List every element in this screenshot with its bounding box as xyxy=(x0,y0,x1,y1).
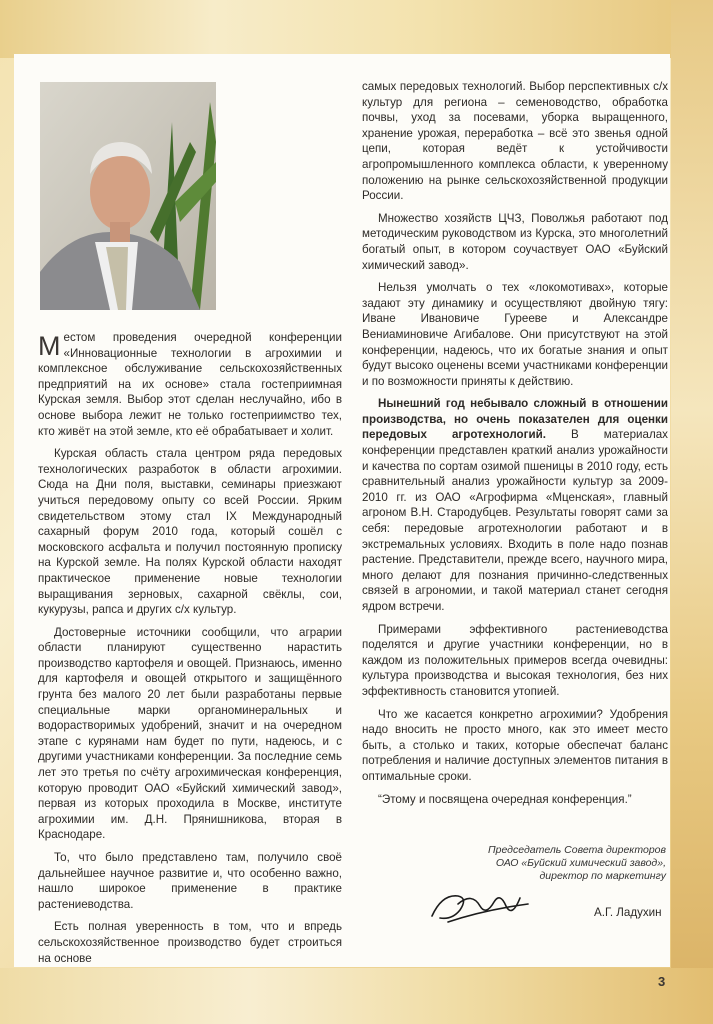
background-wheat-bottom xyxy=(0,968,713,1024)
paragraph: Есть полная уверенность в том, что и впредь сельскохозяйственное производство будет строиться на основе xyxy=(38,920,342,965)
paragraph: Нельзя умолчать о тех «локомотивах», которые задают эту динамику и осуществляют двойную тягу: Иване Ивановиче Гурееве и Александре Вениаминовиче Агибалове. Они присутствуют на этой конференции, надеюсь, что их богатые знания и опыт будут высоко оценены всеми участниками конференции и по возможности приняты к действию. xyxy=(362,281,668,388)
paragraph: самых передовых технологий. Выбор перспективных с/х культур для региона – семеноводство, обработка почвы, уход за посевами, уборка выращенного, хранение урожая, переработка – всё это звенья одной цепи, которая ведёт к устойчивости агропромышленного комплекса области, к уверенному положению на рынке сельскохозяйственной продукции России. xyxy=(362,80,668,203)
handwritten-signature xyxy=(428,880,532,930)
drop-cap: М xyxy=(38,331,61,361)
paragraph: Достоверные источники сообщили, что аграрии области планируют существенно нарастить производство картофеля и овощей. Признаюсь, именно для картофеля и овощей открытого и защищённого грунта без малого 20 лет были разработаны первые специальные марки органоминеральных и водорастворимых удобрений, значит и на очередном этапе с курянами нам будет по пути, надеюсь, и с другими участниками конференции. За последние семь лет это третья по счёту агрохимическая конференция, которую проводит ОАО «Буйский химический завод», первая из которых проходила в Москве, институте агрохимии им. Д.Н. Прянишникова, вторая в Краснодаре. xyxy=(38,625,342,842)
author-photo xyxy=(40,82,216,310)
signature-title-line3: директор по маркетингу xyxy=(539,870,666,882)
paragraph-text: естом проведения очередной конференции «Инновационные технологии в агрохимии и комплексное обслуживание сельскохозяйственных предприятий на их основе» стала гостеприимная Курская земля. Выбор этот сделан неслучайно, ибо в основе выбора лежит не только гостеприимство тех, кто живёт на этой земле, кто её обрабатывает и холит. xyxy=(38,331,342,438)
page-number: 3 xyxy=(658,974,666,989)
paragraph: Курская область стала центром ряда передовых технологических разработок в области агрохимии. Сюда на Дни поля, выставки, семинары приезжают учиться передовому опыту со всей России. Ярким свидетельством этому стал IX Международный сахарный форум 2010 года, который сошёл с московского асфальта и получил постоянную прописку на Курской земле. На полях Курской области находят практическое применение новые технологии выращивания зерновых, сахарной свёклы, сои, кукурузы, рапса и других с/х культур. xyxy=(38,447,342,617)
paragraph: Примерами эффективного растениеводства поделятся и другие участники конференции, но в каждом из положительных примеров всегда очевидны: культура производства и высокая технология, без них эффективность становится утопией. xyxy=(362,622,668,698)
paragraph: Что же касается конкретно агрохимии? Удобрения надо вносить не просто много, как это имеет место быть, а столько и таких, которые обеспечат баланс потребления и наличие доступных элементов питания в оптимальные сроки. xyxy=(362,707,668,783)
paragraph xyxy=(38,330,342,439)
signature-title-line2: ОАО «Буйский химический завод», xyxy=(495,857,666,869)
background-wheat-top xyxy=(0,0,713,58)
paragraph: То, что было представлено там, получило своё дальнейшее научное развитие и, что особенно важно, нашло широкое применение в практике растениеводства. xyxy=(38,851,342,911)
bold-lead: Нынешний год небывало сложный в отношении производства, но очень показателен для оценки передовых агротехнологий. xyxy=(362,397,668,442)
signature-title-line1: Председатель Совета директоров xyxy=(488,844,666,856)
signer-name: А.Г. Ладухин xyxy=(594,906,662,919)
paragraph: Множество хозяйств ЦЧЗ, Поволжья работают под методическим руководством из Курска, это многолетний богатый опыт, в котором соучаствует ОАО «Буйский химический завод». xyxy=(362,211,668,272)
paragraph-text: В материалах конференции представлен краткий анализ урожайности и качества по сортам озимой пшеницы в 2010 году, есть сравнительный анализ урожайности культур за 2009-2010 гг. из ОАО «Агрофирма «Мценская», главный агроном В.Н. Стародубцев. Результаты говорят сами за себя: передовые агротехнологии работают и в экстремальных условиях. Входить в поле надо познав растение. Представители, прежде всего, научного мира, много делают для познания причинно-следственных связей в агрономии, и такой материал станет сегодня ядром встречи. xyxy=(362,428,668,613)
left-column xyxy=(38,330,342,973)
paragraph: “Этому и посвящена очередная конференция.” xyxy=(378,792,632,806)
paragraph xyxy=(362,396,668,614)
background-wheat-right xyxy=(671,0,713,1024)
right-column xyxy=(362,79,668,814)
